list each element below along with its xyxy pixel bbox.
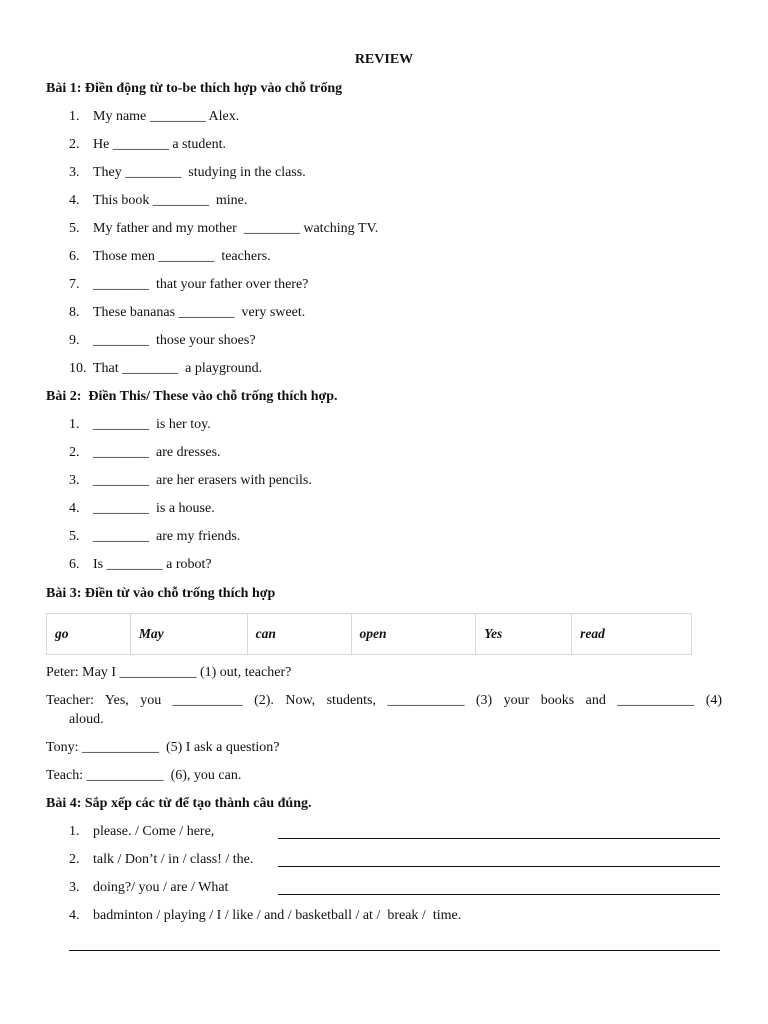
dialogue-line-teach: Teach: ___________ (6), you can.: [46, 768, 242, 783]
item-number: 7.: [69, 277, 80, 292]
item-number: 3.: [69, 880, 80, 895]
item-text: He ________ a student.: [93, 137, 226, 152]
exercise-1-item: [69, 192, 247, 210]
dialogue-word: (2).: [254, 693, 274, 708]
word-bank-cell: May: [130, 614, 247, 655]
item-number: 4.: [69, 193, 80, 208]
item-number: 9.: [69, 333, 80, 348]
exercise-2-item: [69, 416, 211, 434]
item-text: My father and my mother ________ watching TV.: [93, 221, 379, 236]
dialogue-line-peter: Peter: May I ___________ (1) out, teacher?: [46, 665, 292, 680]
dialogue-blank: __________: [172, 693, 243, 708]
exercise-4-heading: Bài 4: Sắp xếp các từ để tạo thành câu đúng.: [46, 796, 312, 811]
exercise-4-item: [69, 879, 228, 897]
item-number: 1.: [69, 109, 80, 124]
item-text: This book ________ mine.: [93, 193, 248, 208]
exercise-1-item: [69, 332, 256, 350]
exercise-2-item: [69, 500, 215, 518]
word-bank-row: [47, 614, 692, 655]
dialogue-word: Teacher:: [46, 693, 94, 708]
exercise-1-item: [69, 248, 271, 266]
exercise-2-item: [69, 556, 212, 574]
answer-line[interactable]: [69, 950, 720, 951]
exercise-2-heading: Bài 2: Điền This/ These vào chỗ trống thích hợp.: [46, 389, 338, 404]
dialogue-line-teacher: [46, 692, 722, 710]
dialogue-word: (4): [705, 693, 723, 708]
exercise-1-item: [69, 220, 378, 238]
item-number: 3.: [69, 473, 80, 488]
dialogue-word: Yes,: [104, 693, 129, 708]
exercise-4-item: [69, 823, 214, 841]
dialogue-line-teacher-continued: aloud.: [69, 712, 104, 727]
item-number: 4.: [69, 501, 80, 516]
item-text: My name ________ Alex.: [93, 109, 240, 124]
exercise-1-item: [69, 164, 306, 182]
item-text: ________ are her erasers with pencils.: [93, 473, 312, 488]
item-text: Is ________ a robot?: [93, 557, 212, 572]
exercise-4-item: [69, 851, 253, 869]
word-bank-cell: read: [572, 614, 692, 655]
answer-line[interactable]: [278, 838, 720, 839]
item-text: That ________ a playground.: [93, 361, 263, 376]
exercise-2-item: [69, 472, 312, 490]
item-text: Those men ________ teachers.: [93, 249, 271, 264]
word-bank-cell: go: [47, 614, 131, 655]
item-number: 5.: [69, 529, 80, 544]
item-number: 1.: [69, 824, 80, 839]
item-number: 4.: [69, 908, 80, 923]
word-bank-cell: can: [247, 614, 351, 655]
dialogue-word: (3): [475, 693, 493, 708]
item-text: These bananas ________ very sweet.: [93, 305, 306, 320]
dialogue-word: students,: [326, 693, 376, 708]
dialogue-word: and: [585, 693, 606, 708]
dialogue-word: books: [540, 693, 575, 708]
item-number: 2.: [69, 445, 80, 460]
item-number: 2.: [69, 852, 80, 867]
exercise-2-item: [69, 528, 240, 546]
dialogue-word: you: [140, 693, 162, 708]
item-number: 10.: [69, 361, 87, 376]
item-number: 3.: [69, 165, 80, 180]
exercise-1-item: [69, 108, 239, 126]
item-number: 1.: [69, 417, 80, 432]
item-text: ________ that your father over there?: [93, 277, 309, 292]
exercise-1-item: [69, 276, 308, 294]
dialogue-word: Now,: [285, 693, 316, 708]
word-bank-cell: Yes: [476, 614, 572, 655]
item-number: 2.: [69, 137, 80, 152]
exercise-1-item: [69, 360, 262, 378]
item-number: 6.: [69, 557, 80, 572]
item-text: ________ are dresses.: [93, 445, 221, 460]
item-text: ________ is her toy.: [93, 417, 211, 432]
exercise-2-item: [69, 444, 221, 462]
item-number: 8.: [69, 305, 80, 320]
item-number: 6.: [69, 249, 80, 264]
page-title: REVIEW: [354, 52, 414, 67]
exercise-1-heading: Bài 1: Điền động từ to-be thích hợp vào chỗ trống: [46, 81, 343, 96]
item-text: They ________ studying in the class.: [93, 165, 306, 180]
item-text: badminton / playing / I / like / and / basketball / at / break / time.: [93, 908, 462, 923]
exercise-1-item: [69, 136, 226, 154]
item-text: ________ are my friends.: [93, 529, 241, 544]
dialogue-word: your: [503, 693, 530, 708]
item-text: ________ is a house.: [93, 501, 215, 516]
exercise-1-item: [69, 304, 305, 322]
answer-line[interactable]: [278, 866, 720, 867]
exercise-4-item: [69, 907, 461, 925]
dialogue-line-tony: Tony: ___________ (5) I ask a question?: [46, 740, 280, 755]
dialogue-blank: ___________: [617, 693, 695, 708]
exercise-3-heading: Bài 3: Điền từ vào chỗ trống thích hợp: [46, 586, 276, 601]
item-text: ________ those your shoes?: [93, 333, 256, 348]
dialogue-blank: ___________: [387, 693, 465, 708]
answer-line[interactable]: [278, 894, 720, 895]
item-text: please. / Come / here,: [93, 824, 215, 839]
word-bank-table: [46, 613, 692, 655]
item-text: talk / Don’t / in / class! / the.: [93, 852, 254, 867]
item-text: doing?/ you / are / What: [93, 880, 229, 895]
item-number: 5.: [69, 221, 80, 236]
word-bank-cell: open: [351, 614, 476, 655]
